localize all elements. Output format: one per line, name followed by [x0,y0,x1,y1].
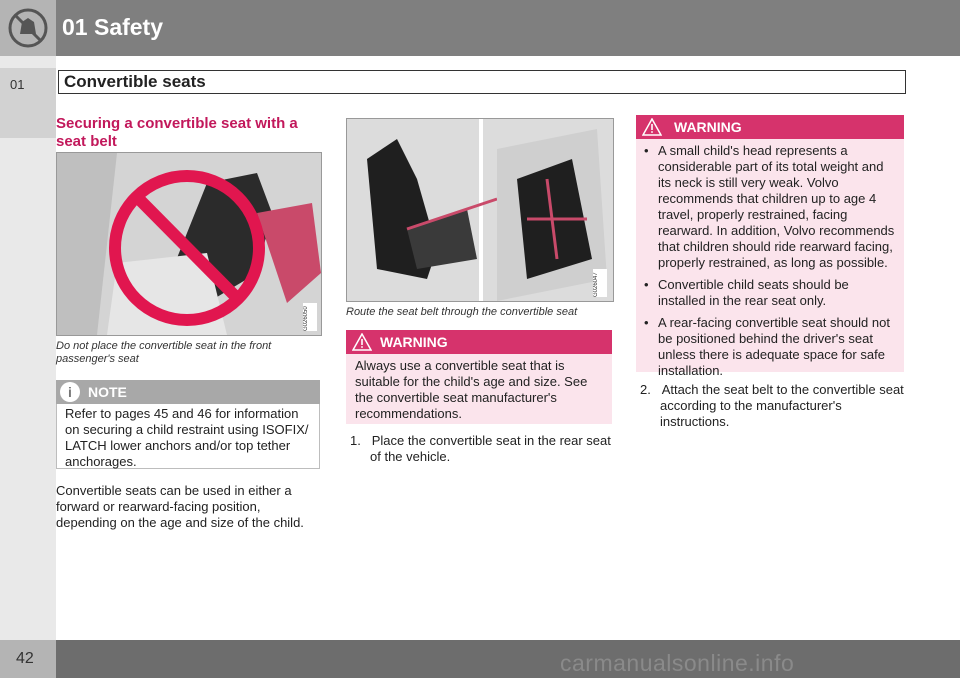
note-text: Refer to pages 45 and 46 for information on securing a child restraint using ISOFIX/ LATCH lower anchors and/or top tether anchorages. [56,404,320,469]
chapter-tab-number: 01 [10,77,25,92]
step-1-row [350,433,612,465]
warning-label: WARNING [674,119,742,135]
figure-code: G026050 [303,303,317,331]
step-1-number: 1. [350,433,361,448]
subheading: Securing a convertible seat with a seat belt [56,115,298,150]
warning-triangle-icon [352,333,372,351]
page-footer [0,640,960,678]
warning-bullet-list [642,143,898,379]
warning-label: WARNING [380,334,448,350]
front-seat-figure [56,152,322,336]
rear-seat-illustration [347,119,613,301]
warning-body [636,139,904,378]
chapter-title: 01 Safety [62,14,164,40]
rear-seat-figure [346,118,614,302]
warning-bullet: • Convertible child seats should be installed in the rear seat only. [642,277,898,309]
warning-bullet: • A rear-facing convertible seat should not be positioned behind the driver's seat unless there is adequate space for safe installation. [642,315,898,379]
warning-header [346,330,612,354]
chapter-tab [0,68,56,138]
no-seat-icon [0,0,56,56]
page-number: 42 [16,650,34,667]
step-1-text: Place the convertible seat in the rear seat of the vehicle. [370,433,611,464]
note-label: NOTE [88,384,127,400]
warning-header [636,115,904,139]
step-2-text: Attach the seat belt to the convertible seat according to the manufacturer's instructions. [660,382,904,429]
body-text: Convertible seats can be used in either a forward or rearward-facing position, depending on the age and size of the child. [56,483,304,530]
warning-triangle-icon [642,118,662,136]
step-2 [640,382,908,430]
warning-bullet: • A small child's head represents a considerable part of its total weight and its neck is still very weak. Volvo recommends that children up to age 4 travel, properly restrained, facing rearward. In addition, Volvo recommends that children should ride rearward facing, properly restrained, as long as possible. [642,143,898,271]
note-header [56,380,320,404]
info-icon: i [60,382,80,402]
figure-caption: Route the seat belt through the convertible seat [346,306,578,318]
watermark: carmanualsonline.info [560,650,795,676]
figure-caption: Do not place the convertible seat in the front passenger's seat [56,340,272,365]
section-title: Convertible seats [64,72,206,91]
front-seat-illustration [57,153,321,335]
step-2-number: 2. [640,382,651,397]
step-1 [350,433,612,465]
figure-code: G026047 [593,269,607,297]
step-2-row [640,382,908,430]
warning-text: Always use a convertible seat that is suitable for the child's age and size. See the convertible seat manufacturer's recommendations. [346,354,612,424]
side-strip [0,56,56,640]
